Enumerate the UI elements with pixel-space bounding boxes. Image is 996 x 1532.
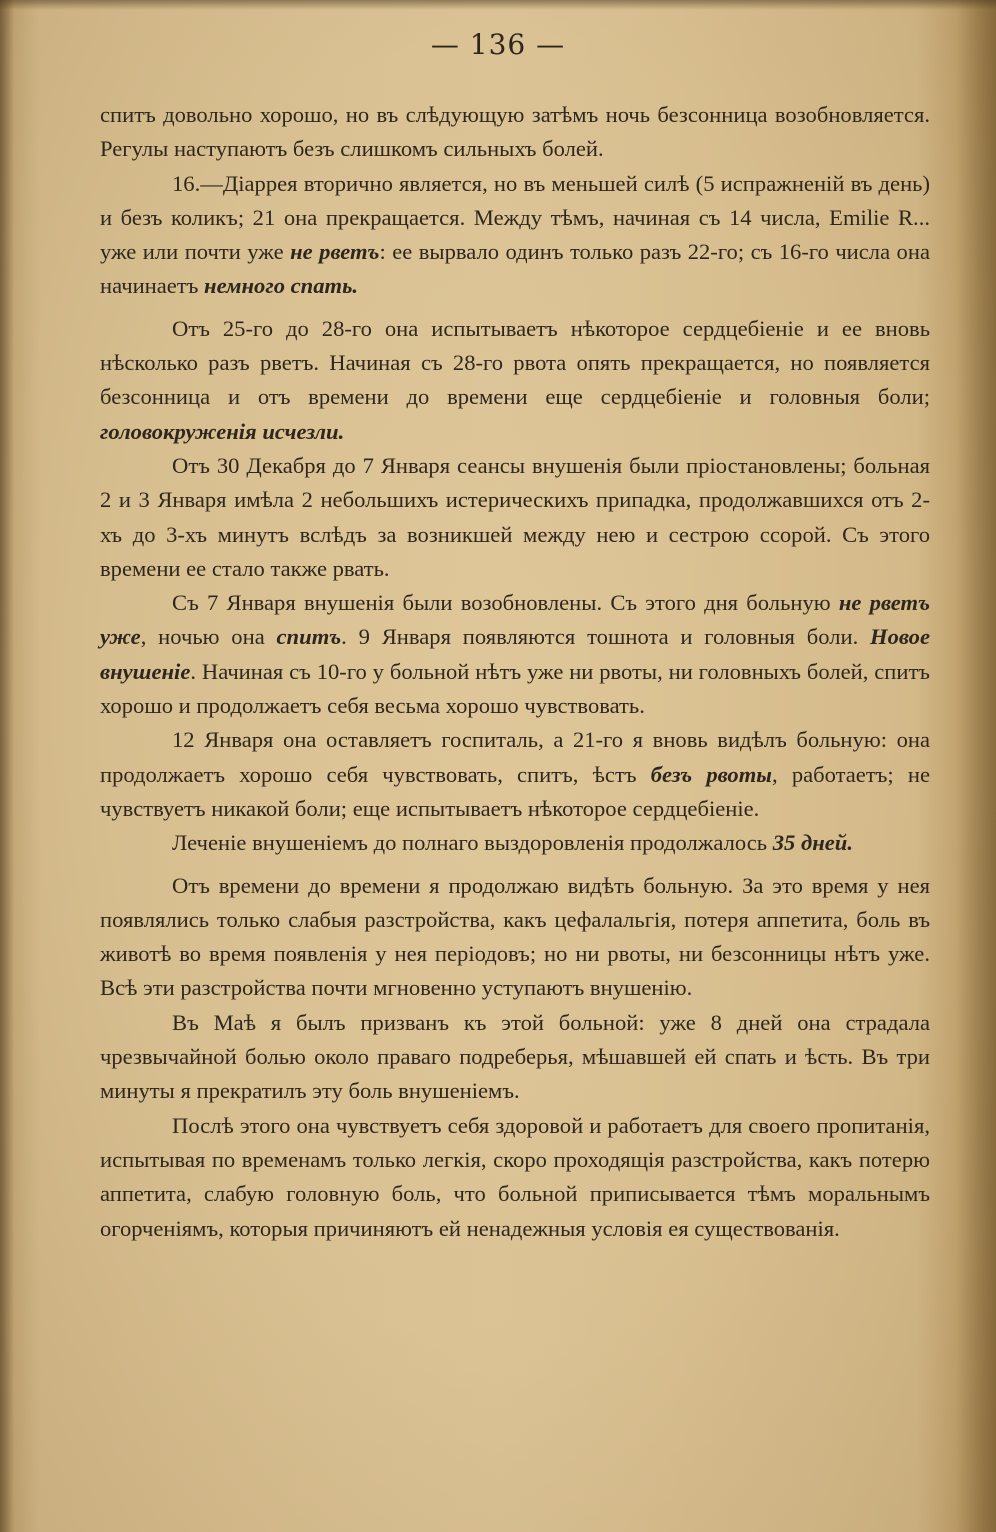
paragraph-text: , работаетъ; не чувствуетъ никакой боли; еще испытываетъ нѣкоторое сердцебіеніе.	[100, 761, 930, 821]
paragraph-p8	[100, 1006, 930, 1109]
paragraph-text: . Начиная съ 10-го у больной нѣтъ уже ни рвоты, ни головныхъ болей, спитъ хорошо и продолжаетъ себя весьма хорошо чувствовать.	[100, 658, 930, 719]
paragraph-p4	[100, 586, 930, 723]
paragraph-text: : ее вырвало одинъ только разъ 22-го; съ 16-го числа она начинаетъ	[100, 239, 930, 299]
paragraph-p3	[100, 449, 930, 586]
paragraph-text: . 9 Января появляются тошнота и головныя боли.	[341, 624, 871, 650]
paragraph-p2	[100, 312, 930, 449]
paragraph-text: Леченіе внушеніемъ до полнаго выздоровленія продолжалось	[172, 830, 773, 856]
paragraph-text: Отъ времени до времени я продолжаю видѣть больную. За это время у нея появлялись только слабыя разстройства, какъ цефалальгія, потеря аппетита, боль въ животѣ во время появленія у нея періодовъ; но ни рвоты, ни безсонницы нѣтъ уже. Всѣ эти разстройства почти мгновенно уступаютъ внушенію.	[100, 872, 930, 1001]
emphasis-text: не рветъ	[290, 239, 380, 265]
emphasis-text: не рветъ уже	[100, 590, 930, 650]
paragraph-text: Послѣ этого она чувствуетъ себя здоровой и работаетъ для своего пропитанія, испытывая по временамъ только легкія, скоро проходящія разстройства, какъ потерю аппетита, слабую головную боль, что больной приписывается тѣмъ моральнымъ огорченіямъ, которыя причиняютъ ей ненадежныя условія ея существованія.	[100, 1112, 930, 1241]
paragraph-text: 16.—Діаррея вторично является, но въ меньшей силѣ (5 испражненій въ день) и безъ коликъ; 21 она прекращается. Между тѣмъ, начиная съ 14 числа, Emilie R... уже или почти уже	[100, 170, 930, 265]
paragraph-text: Отъ 25-го до 28-го она испытываетъ нѣкоторое сердцебіеніе и ее вновь нѣсколько разъ рветъ. Начиная съ 28-го рвота опять прекращается, но появляется безсонница и отъ времени до времени еще сердцебіеніе и головныя боли;	[100, 315, 930, 410]
body-text	[100, 98, 930, 1246]
paragraph-p7	[100, 869, 930, 1006]
paragraph-p1	[100, 167, 930, 304]
paragraph-text: Съ 7 Января внушенія были возобновлены. Съ этого дня больную	[172, 590, 839, 616]
emphasis-text: немного спать.	[204, 273, 359, 299]
paragraph-p9	[100, 1109, 930, 1246]
emphasis-text: головокруженія исчезли.	[100, 418, 345, 444]
paragraph-text: Въ Маѣ я былъ призванъ къ этой больной: уже 8 дней она страдала чрезвычайной болью около праваго подреберья, мѣшавшей ей спать и ѣсть. Въ три минуты я прекратилъ эту боль внушеніемъ.	[100, 1009, 930, 1104]
paragraph-text: спитъ довольно хорошо, но въ слѣдующую затѣмъ ночь безсонница возобновляется. Регулы наступаютъ безъ слишкомъ сильныхъ болей.	[100, 102, 930, 162]
paragraph-text: Отъ 30 Декабря до 7 Января сеансы внушенія были пріостановлены; больная 2 и 3 Января имѣла 2 небольшихъ истерическихъ припадка, продолжавшихся отъ 2-хъ до 3-хъ минутъ вслѣдъ за возникшей между нею и сестрою ссорой. Съ этого времени ее стало также рвать.	[100, 452, 930, 581]
emphasis-text: спитъ	[276, 624, 342, 650]
paragraph-p0	[100, 98, 930, 167]
paragraph-p6	[100, 826, 930, 860]
emphasis-text: Новое внушеніе	[100, 624, 931, 684]
emphasis-text: 35 дней.	[772, 830, 853, 856]
page-shadow-top	[0, 0, 996, 10]
paragraph-text: , ночью она	[140, 624, 277, 650]
page-shadow-right	[956, 0, 996, 1532]
page-number: — 136 —	[430, 28, 566, 61]
paragraph-text: 12 Января она оставляетъ госпиталь, а 21-го я вновь видѣлъ больную: она продолжаетъ хорошо себя чувствовать, спитъ, ѣстъ	[100, 727, 930, 787]
paragraph-p5	[100, 723, 930, 826]
page-shadow-left	[0, 0, 14, 1532]
emphasis-text: безъ рвоты	[650, 761, 772, 787]
